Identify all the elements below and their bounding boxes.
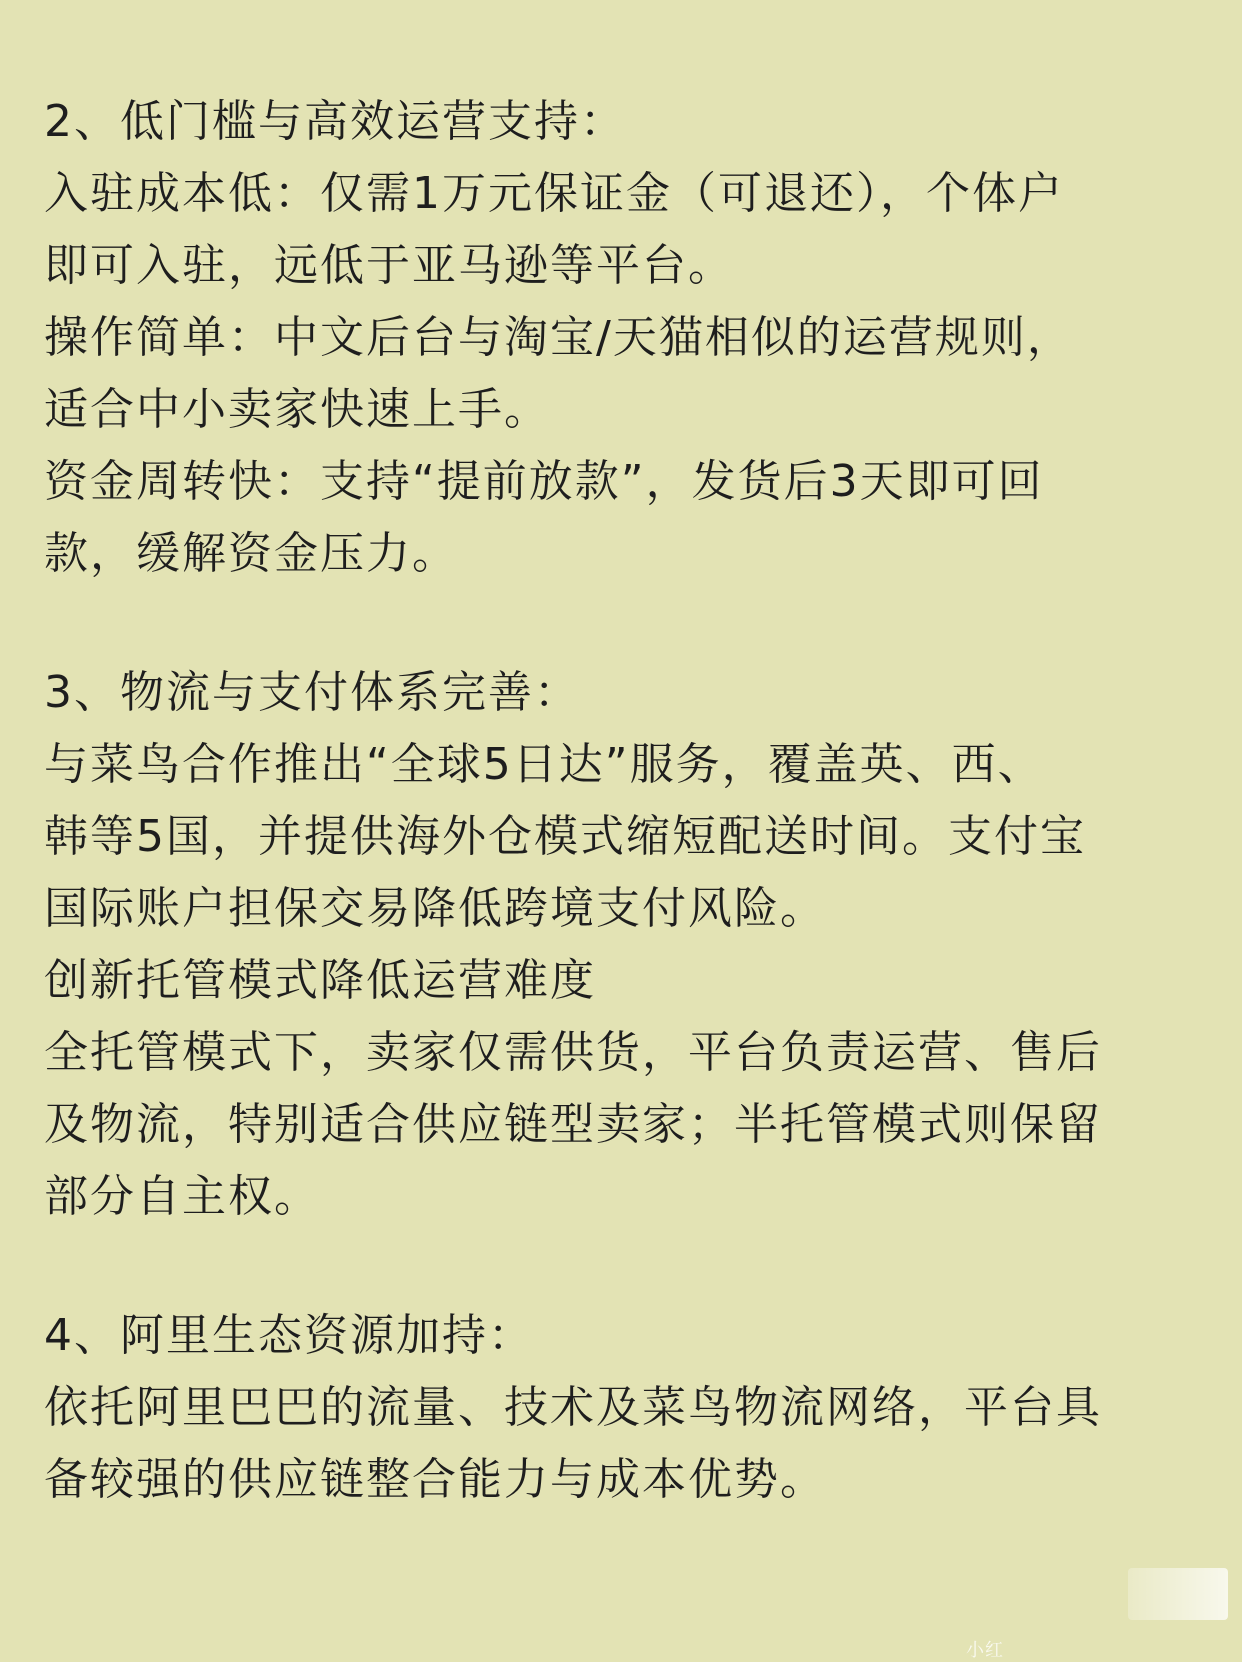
paragraph-line: 依托阿里巴巴的流量、技术及菜鸟物流网络，平台具 [44,1382,1102,1433]
paragraph-line: 及物流，特别适合供应链型卖家；半托管模式则保留 [44,1099,1102,1150]
paragraph-line: 资金周转快：支持“提前放款”，发货后3天即可回 [44,456,1044,507]
section-logistics-payment [44,657,1204,1233]
paragraph-line: 备较强的供应链整合能力与成本优势。 [44,1454,826,1505]
section-low-threshold [44,86,1204,590]
section-spacer [44,1233,1204,1300]
paragraph-line: 韩等5国，并提供海外仓模式缩短配送时间。支付宝 [44,811,1086,862]
paragraph-line: 部分自主权。 [44,1171,320,1222]
paragraph-line: 创新托管模式降低运营难度 [44,955,596,1006]
section-heading: 3、物流与支付体系完善： [44,667,580,718]
paragraph-line: 适合中小卖家快速上手。 [44,384,550,435]
paragraph-line: 与菜鸟合作推出“全球5日达”服务，覆盖英、西、 [44,739,1044,790]
paragraph-line: 款，缓解资金压力。 [44,528,458,579]
section-heading: 2、低门槛与高效运营支持： [44,96,626,147]
section-heading: 4、阿里生态资源加持： [44,1310,534,1361]
section-ali-ecosystem [44,1300,1204,1516]
article-body [44,86,1204,1516]
paragraph-line: 国际账户担保交易降低跨境支付风险。 [44,883,826,934]
paragraph-line: 即可入驻，远低于亚马逊等平台。 [44,240,734,291]
watermark-text: 小红 [966,1640,1004,1661]
watermark-logo [1128,1568,1228,1620]
paragraph-line: 全托管模式下，卖家仅需供货，平台负责运营、售后 [44,1027,1102,1078]
paragraph-line: 入驻成本低：仅需1万元保证金（可退还），个体户 [44,168,1064,219]
section-spacer [44,590,1204,657]
paragraph-line: 操作简单：中文后台与淘宝/天猫相似的运营规则， [44,312,1073,363]
